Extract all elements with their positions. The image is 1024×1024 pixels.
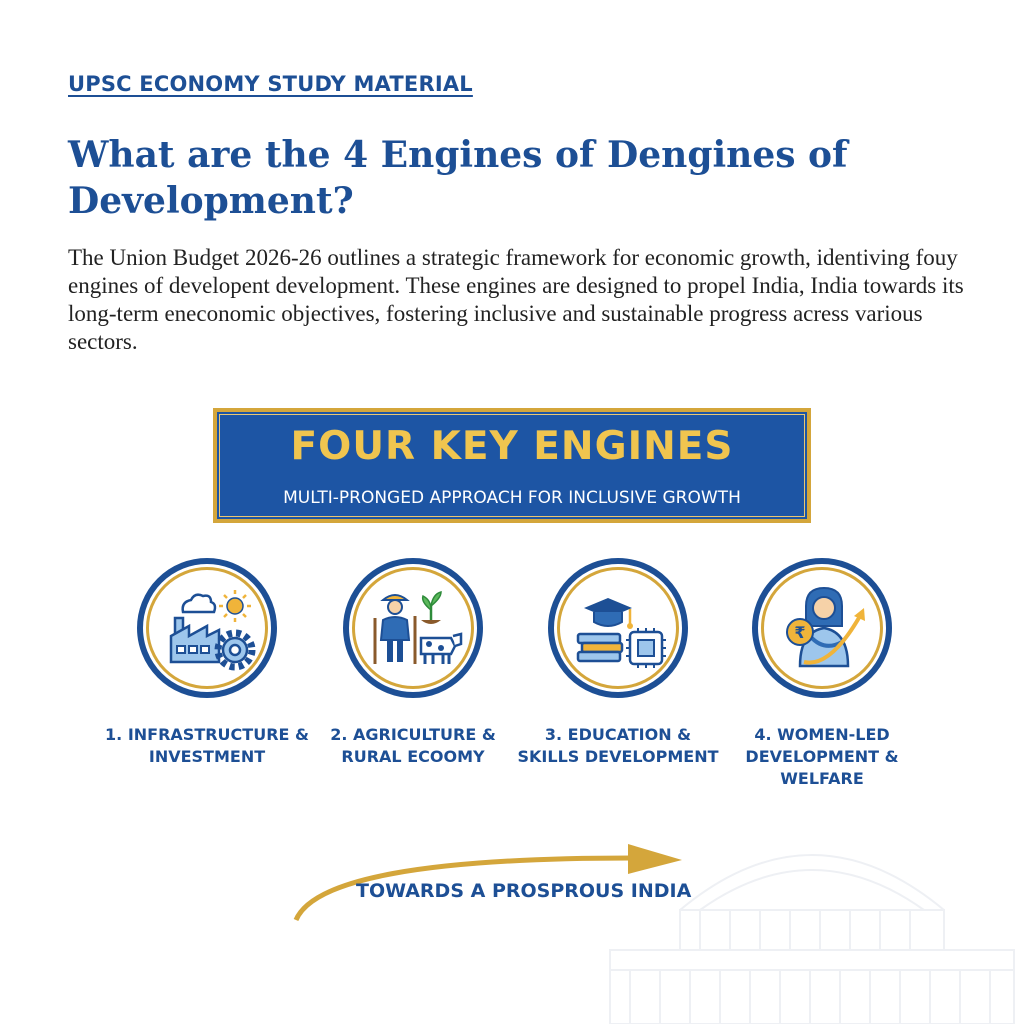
engine-card-women-led	[717, 558, 927, 798]
engine-label-agriculture: 2. AGRICULTURE & RURAL ECOOMY	[330, 725, 496, 766]
banner-title: FOUR KEY ENGINES	[290, 424, 734, 469]
engine-label-education: 3. EDUCATION & SKILLS DEVELOPMENT	[517, 725, 719, 766]
farmer-cow-icon	[361, 576, 471, 686]
factory-gear-icon	[155, 576, 265, 686]
engine-label-infrastructure: 1. INFRASTRUCTURE & INVESTMENT	[105, 725, 309, 766]
rupee-symbol: ₹	[794, 623, 806, 642]
engine-icon-ring	[548, 558, 688, 698]
engine-card-agriculture	[308, 558, 518, 798]
four-key-engines-banner	[213, 408, 811, 523]
page-title: What are the 4 Engines of Dengines of Development?	[68, 134, 848, 222]
engine-icon-ring	[343, 558, 483, 698]
kicker-label: UPSC ECONOMY STUDY MATERIAL	[68, 72, 473, 96]
engine-card-education	[513, 558, 723, 798]
woman-rupee-growth-icon	[770, 576, 880, 686]
engine-label-women-led: 4. WOMEN-LED DEVELOPMENT & WELFARE	[745, 725, 899, 788]
banner-subtitle: MULTI-PRONGED APPROACH FOR INCLUSIVE GROWTH	[283, 488, 741, 508]
graduation-books-chip-icon	[566, 576, 676, 686]
engine-icon-ring	[752, 558, 892, 698]
intro-paragraph: The Union Budget 2026-26 outlines a strategic framework for economic growth, identiving fouy engines of developent development. These engines are designed to propel India, India towards its long-term eneconomic objectives, fostering inclusive and sustainable progress acress various sectors.	[68, 245, 964, 354]
engine-icon-ring	[137, 558, 277, 698]
engine-card-infrastructure	[102, 558, 312, 798]
footer-label: TOWARDS A PROSPROUS INDIA	[356, 880, 692, 902]
